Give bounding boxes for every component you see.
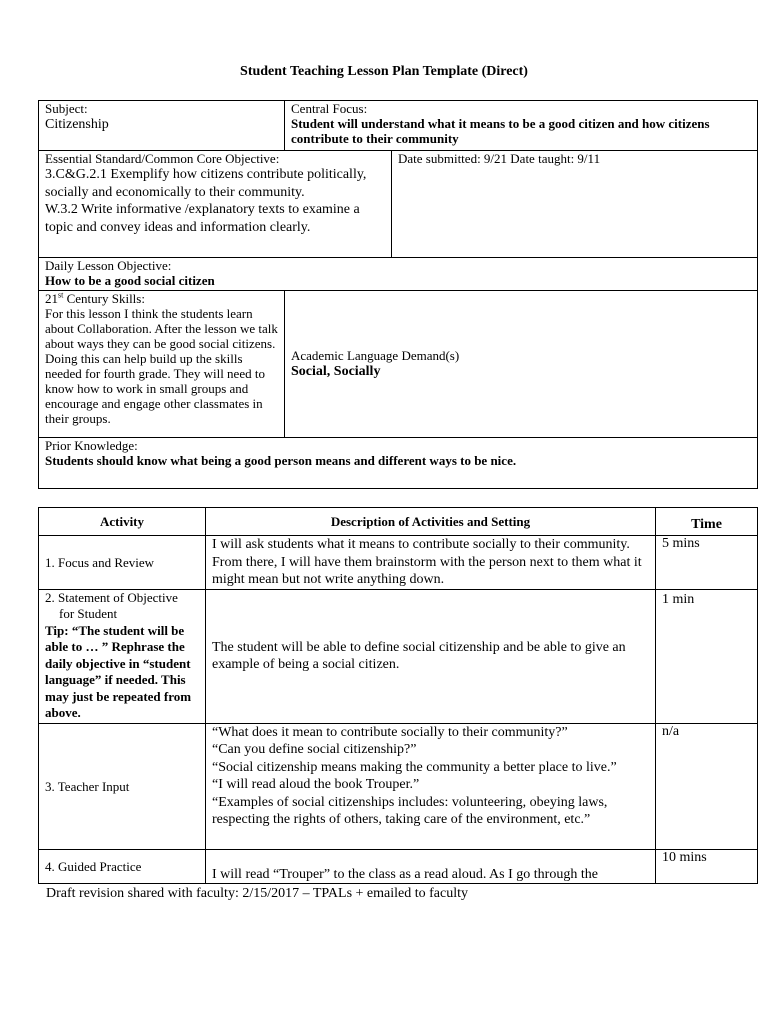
standard-cell (39, 151, 392, 258)
time-cell: 1 min (656, 589, 758, 723)
activity-cell: 1. Focus and Review (39, 536, 206, 590)
academic-language-value: Social, Socially (291, 363, 381, 379)
table-row (39, 849, 758, 883)
activity-cell: 4. Guided Practice (39, 849, 206, 883)
header-description: Description of Activities and Setting (206, 508, 656, 536)
description-cell: “What does it mean to contribute socially to their community?” “Can you define social citizenship?” “Social citizenship means making the community a better place to live.” “I will read aloud the book Trouper.” “Examples of social citizenships includes: volunteering, obeying laws, respecting the rights of others, taking care of the environment, etc.” (206, 723, 656, 849)
standard-line-2: W.3.2 Write informative /explanatory texts to examine a topic and convey ideas and information clearly. (45, 202, 360, 235)
time-cell: 10 mins (656, 849, 758, 883)
daily-objective-label: Daily Lesson Objective: (45, 258, 172, 273)
central-focus-cell (285, 101, 758, 151)
header-time: Time (656, 508, 758, 536)
description-cell: I will read “Trouper” to the class as a read aloud. As I go through the (206, 849, 656, 883)
skills-cell (39, 291, 285, 438)
footer-note: Draft revision shared with faculty: 2/15/2017 – TPALs + emailed to faculty (46, 886, 468, 901)
academic-language-cell (285, 291, 758, 438)
date-cell (392, 151, 758, 258)
subject-value: Citizenship (45, 117, 109, 132)
table-row (39, 723, 758, 849)
prior-knowledge-value: Students should know what being a good person means and different ways to be nice. (45, 453, 517, 468)
lesson-info-table (38, 100, 758, 489)
standard-line-1: 3.C&G.2.1 Exemplify how citizens contribute politically, socially and economically to their community. (45, 167, 367, 200)
tip-text: Tip: “The student will be able to … ” Rephrase the daily objective in “student language” if needed. This may just be repeated from above. (45, 622, 192, 720)
daily-objective-value: How to be a good social citizen (45, 273, 215, 288)
academic-language-label: Academic Language Demand(s) (291, 347, 460, 363)
activity-cell: 2. Statement of Objective for Student Tip: “The student will be able to … ” Rephrase the daily objective in “student language” if needed. This may just be repeated from above. (39, 589, 206, 723)
document-title: Student Teaching Lesson Plan Template (Direct) (240, 64, 528, 79)
activities-table (38, 507, 758, 884)
central-focus-value: Student will understand what it means to be a good citizen and how citizens contribute to their community (291, 116, 710, 146)
daily-objective-cell (39, 258, 758, 291)
activity-cell: 3. Teacher Input (39, 723, 206, 849)
skills-text: For this lesson I think the students learn about Collaboration. After the lesson we talk about ways they can be good social citizens. Doing this can help build up the skills needed for fourth grade. They will need to know how to work in small groups and encourage and engage other classmates in their groups. (45, 306, 278, 426)
time-cell: n/a (656, 723, 758, 849)
standard-label: Essential Standard/Common Core Objective: (45, 151, 280, 166)
skills-label: 21st Century Skills: (45, 290, 145, 306)
table-row (39, 589, 758, 723)
time-cell: 5 mins (656, 536, 758, 590)
subject-label: Subject: (45, 101, 88, 116)
subject-cell (39, 101, 285, 151)
description-cell: I will ask students what it means to contribute socially to their community. From there, I will have them brainstorm with the person next to them what it might mean but not write anything down. (206, 536, 656, 590)
table-row (39, 536, 758, 590)
prior-knowledge-cell (39, 438, 758, 489)
description-cell: The student will be able to define social citizenship and be able to give an example of being a social citizen. (206, 589, 656, 723)
central-focus-label: Central Focus: (291, 101, 368, 116)
prior-knowledge-label: Prior Knowledge: (45, 438, 138, 453)
header-activity: Activity (39, 508, 206, 536)
date-text: Date submitted: 9/21 Date taught: 9/11 (398, 151, 601, 166)
